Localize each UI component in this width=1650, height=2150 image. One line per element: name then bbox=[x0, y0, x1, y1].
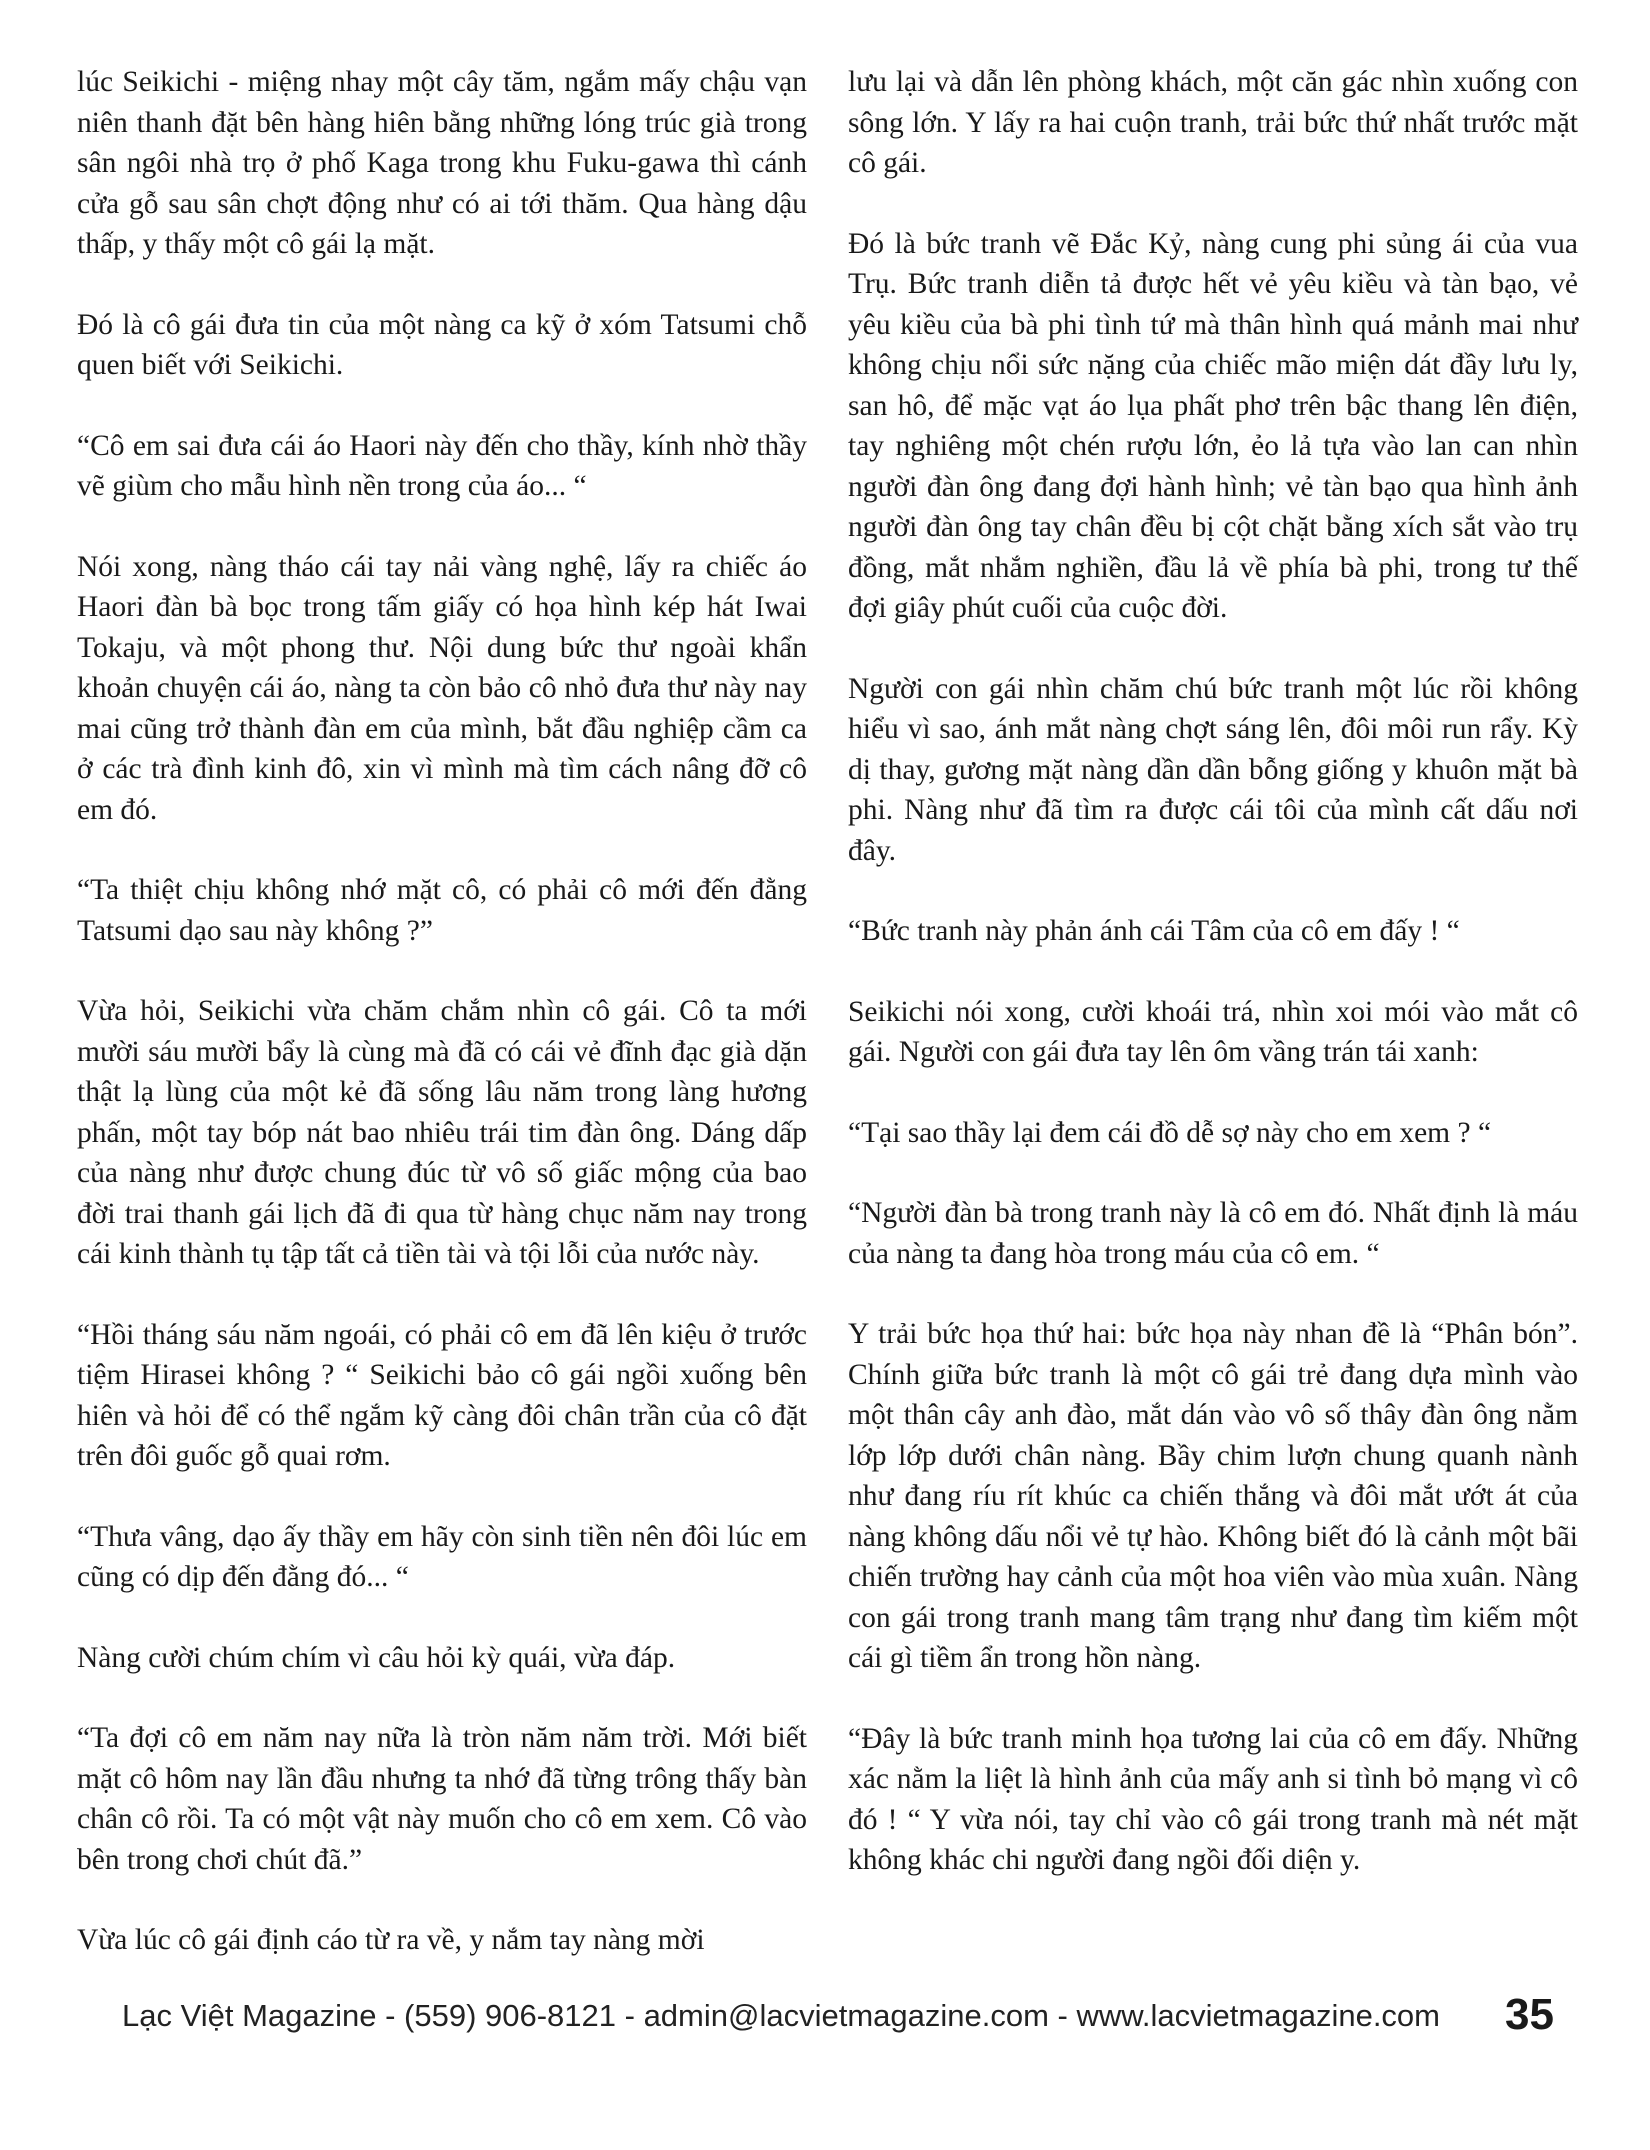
paragraph: “Đây là bức tranh minh họa tương lai của cô em đấy. Những xác nằm la liệt là hình ảnh của mấy anh si tình bỏ mạng vì cô đó ! “ Y vừa nói, tay chỉ vào cô gái trong tranh mà nét mặt không khác chi người đang ngồi đối diện y. bbox=[848, 1722, 1578, 1876]
paragraph: Nói xong, nàng tháo cái tay nải vàng nghệ, lấy ra chiếc áo Haori đàn bà bọc trong tấm giấy có họa hình kép hát Iwai Tokaju, và một phong thư. Nội dung bức thư ngoài khẩn khoản chuyện cái áo, nàng ta còn bảo cô nhỏ đưa thư này nay mai cũng trở thành đàn em của mình, bắt đầu nghiệp cầm ca ở các trà đình kinh đô, xin vì mình mà tìm cách nâng đỡ cô em đó. bbox=[77, 550, 807, 826]
paragraph: Người con gái nhìn chăm chú bức tranh một lúc rồi không hiểu vì sao, ánh mắt nàng chợt sáng lên, đôi môi run rẩy. Kỳ dị thay, gương mặt nàng dần dần bỗng giống y khuôn mặt bà phi. Nàng như đã tìm ra được cái tôi của mình cất dấu nơi đây. bbox=[848, 672, 1578, 867]
paragraph: Y trải bức họa thứ hai: bức họa này nhan đề là “Phân bón”. Chính giữa bức tranh là một cô gái trẻ đang dựa mình vào một thân cây anh đào, mắt dán vào vô số thây đàn ông nằm lớp lớp dưới chân nàng. Bầy chim lượn chung quanh nành như đang ríu rít khúc ca chiến thắng và đôi mắt ướt át của nàng không dấu nổi vẻ tự hào. Không biết đó là cảnh một bãi chiến trường hay cảnh của một hoa viên vào mùa xuân. Nàng con gái trong tranh mang tâm trạng như đang tìm kiếm một cái gì tiềm ẩn trong hồn nàng. bbox=[848, 1318, 1578, 1674]
paragraph: “Ta đợi cô em năm nay nữa là tròn năm năm trời. Mới biết mặt cô hôm nay lần đầu nhưng ta nhớ đã từng trông thấy bàn chân cô rồi. Ta có một vật này muốn cho cô em xem. Cô vào bên trong chơi chút đã.” bbox=[77, 1722, 807, 1876]
paragraph: “Tại sao thầy lại đem cái đồ dễ sợ này cho em xem ? “ bbox=[848, 1116, 1492, 1149]
paragraph: “Người đàn bà trong tranh này là cô em đó. Nhất định là máu của nàng ta đang hòa trong máu của cô em. “ bbox=[848, 1197, 1578, 1270]
paragraph: lúc Seikichi - miệng nhay một cây tăm, ngắm mấy chậu vạn niên thanh đặt bên hàng hiên bằng những lóng trúc già trong sân ngôi nhà trọ ở phố Kaga trong khu Fuku-gawa thì cánh cửa gỗ sau sân chợt động như có ai tới thăm. Qua hàng dậu thấp, y thấy một cô gái lạ mặt. bbox=[77, 66, 807, 260]
paragraph: Vừa lúc cô gái định cáo từ ra về, y nắm tay nàng mời bbox=[77, 1924, 705, 1956]
paragraph: “Cô em sai đưa cái áo Haori này đến cho thầy, kính nhờ thầy vẽ giùm cho mẫu hình nền trong của áo... “ bbox=[77, 429, 807, 502]
paragraph: Đó là cô gái đưa tin của một nàng ca kỹ ở xóm Tatsumi chỗ quen biết với Seikichi. bbox=[77, 308, 807, 381]
paragraph: Đó là bức tranh vẽ Đắc Kỷ, nàng cung phi sủng ái của vua Trụ. Bức tranh diễn tả được hết vẻ yêu kiều và tàn bạo, vẻ yêu kiều của bà phi tình tứ mà thân hình quá mảnh mai như không chịu nổi sức nặng của chiếc mão miện dát đầy lưu ly, san hô, để mặc vạt áo lụa phất phơ trên bậc thang lên điện, tay nghiêng một chén rượu lớn, ẻo lả tựa vào lan can nhìn người đàn ông đang đợi hành hình; vẻ tàn bạo qua hình ảnh người đàn ông tay chân đều bị cột chặt bằng xích sắt vào trụ đồng, mắt nhắm nghiền, đầu lả về phía bà phi, trong tư thế đợi giây phút cuối của cuộc đời. bbox=[848, 227, 1578, 624]
paragraph: Vừa hỏi, Seikichi vừa chăm chắm nhìn cô gái. Cô ta mới mười sáu mười bẩy là cùng mà đã có cái vẻ đĩnh đạc già dặn thật lạ lùng của một kẻ đã sống lâu năm trong làng hương phấn, một tay bóp nát bao nhiêu trái tim đàn ông. Dáng dấp của nàng như được chung đúc từ vô số giấc mộng của bao đời trai thanh gái lịch đã đi qua từ hàng chục năm nay trong cái kinh thành tụ tập tất cả tiền tài và tội lỗi của nước này. bbox=[77, 995, 807, 1270]
paragraph: Seikichi nói xong, cười khoái trá, nhìn xoi mói vào mắt cô gái. Người con gái đưa tay lên ôm vầng trán tái xanh: bbox=[848, 995, 1578, 1068]
page-number: 35 bbox=[1505, 1990, 1554, 2039]
paragraph: “Bức tranh này phản ánh cái Tâm của cô em đấy ! “ bbox=[848, 915, 1460, 947]
paragraph: “Ta thiệt chịu không nhớ mặt cô, có phải cô mới đến đằng Tatsumi dạo sau này không ?” bbox=[77, 874, 807, 947]
paragraph: Nàng cười chúm chím vì câu hỏi kỳ quái, vừa đáp. bbox=[77, 1641, 676, 1674]
paragraph: “Hồi tháng sáu năm ngoái, có phải cô em đã lên kiệu ở trước tiệm Hirasei không ? “ Seikichi bảo cô gái ngồi xuống bên hiên và hỏi để có thể ngắm kỹ càng đôi chân trần của cô đặt trên đôi guốc gỗ quai rơm. bbox=[77, 1318, 807, 1472]
right-column bbox=[848, 62, 1578, 1881]
left-column bbox=[77, 62, 807, 1961]
paragraph: lưu lại và dẫn lên phòng khách, một căn gác nhìn xuống con sông lớn. Y lấy ra hai cuộn tranh, trải bức thứ nhất trước mặt cô gái. bbox=[848, 66, 1578, 179]
paragraph: “Thưa vâng, dạo ấy thầy em hãy còn sinh tiền nên đôi lúc em cũng có dịp đến đằng đó... “ bbox=[77, 1520, 807, 1593]
page-footer bbox=[0, 1990, 1650, 2050]
footer-contact-line: Lạc Việt Magazine - (559) 906-8121 - admin@lacvietmagazine.com - www.lacvietmagazine.com bbox=[122, 1998, 1440, 2033]
